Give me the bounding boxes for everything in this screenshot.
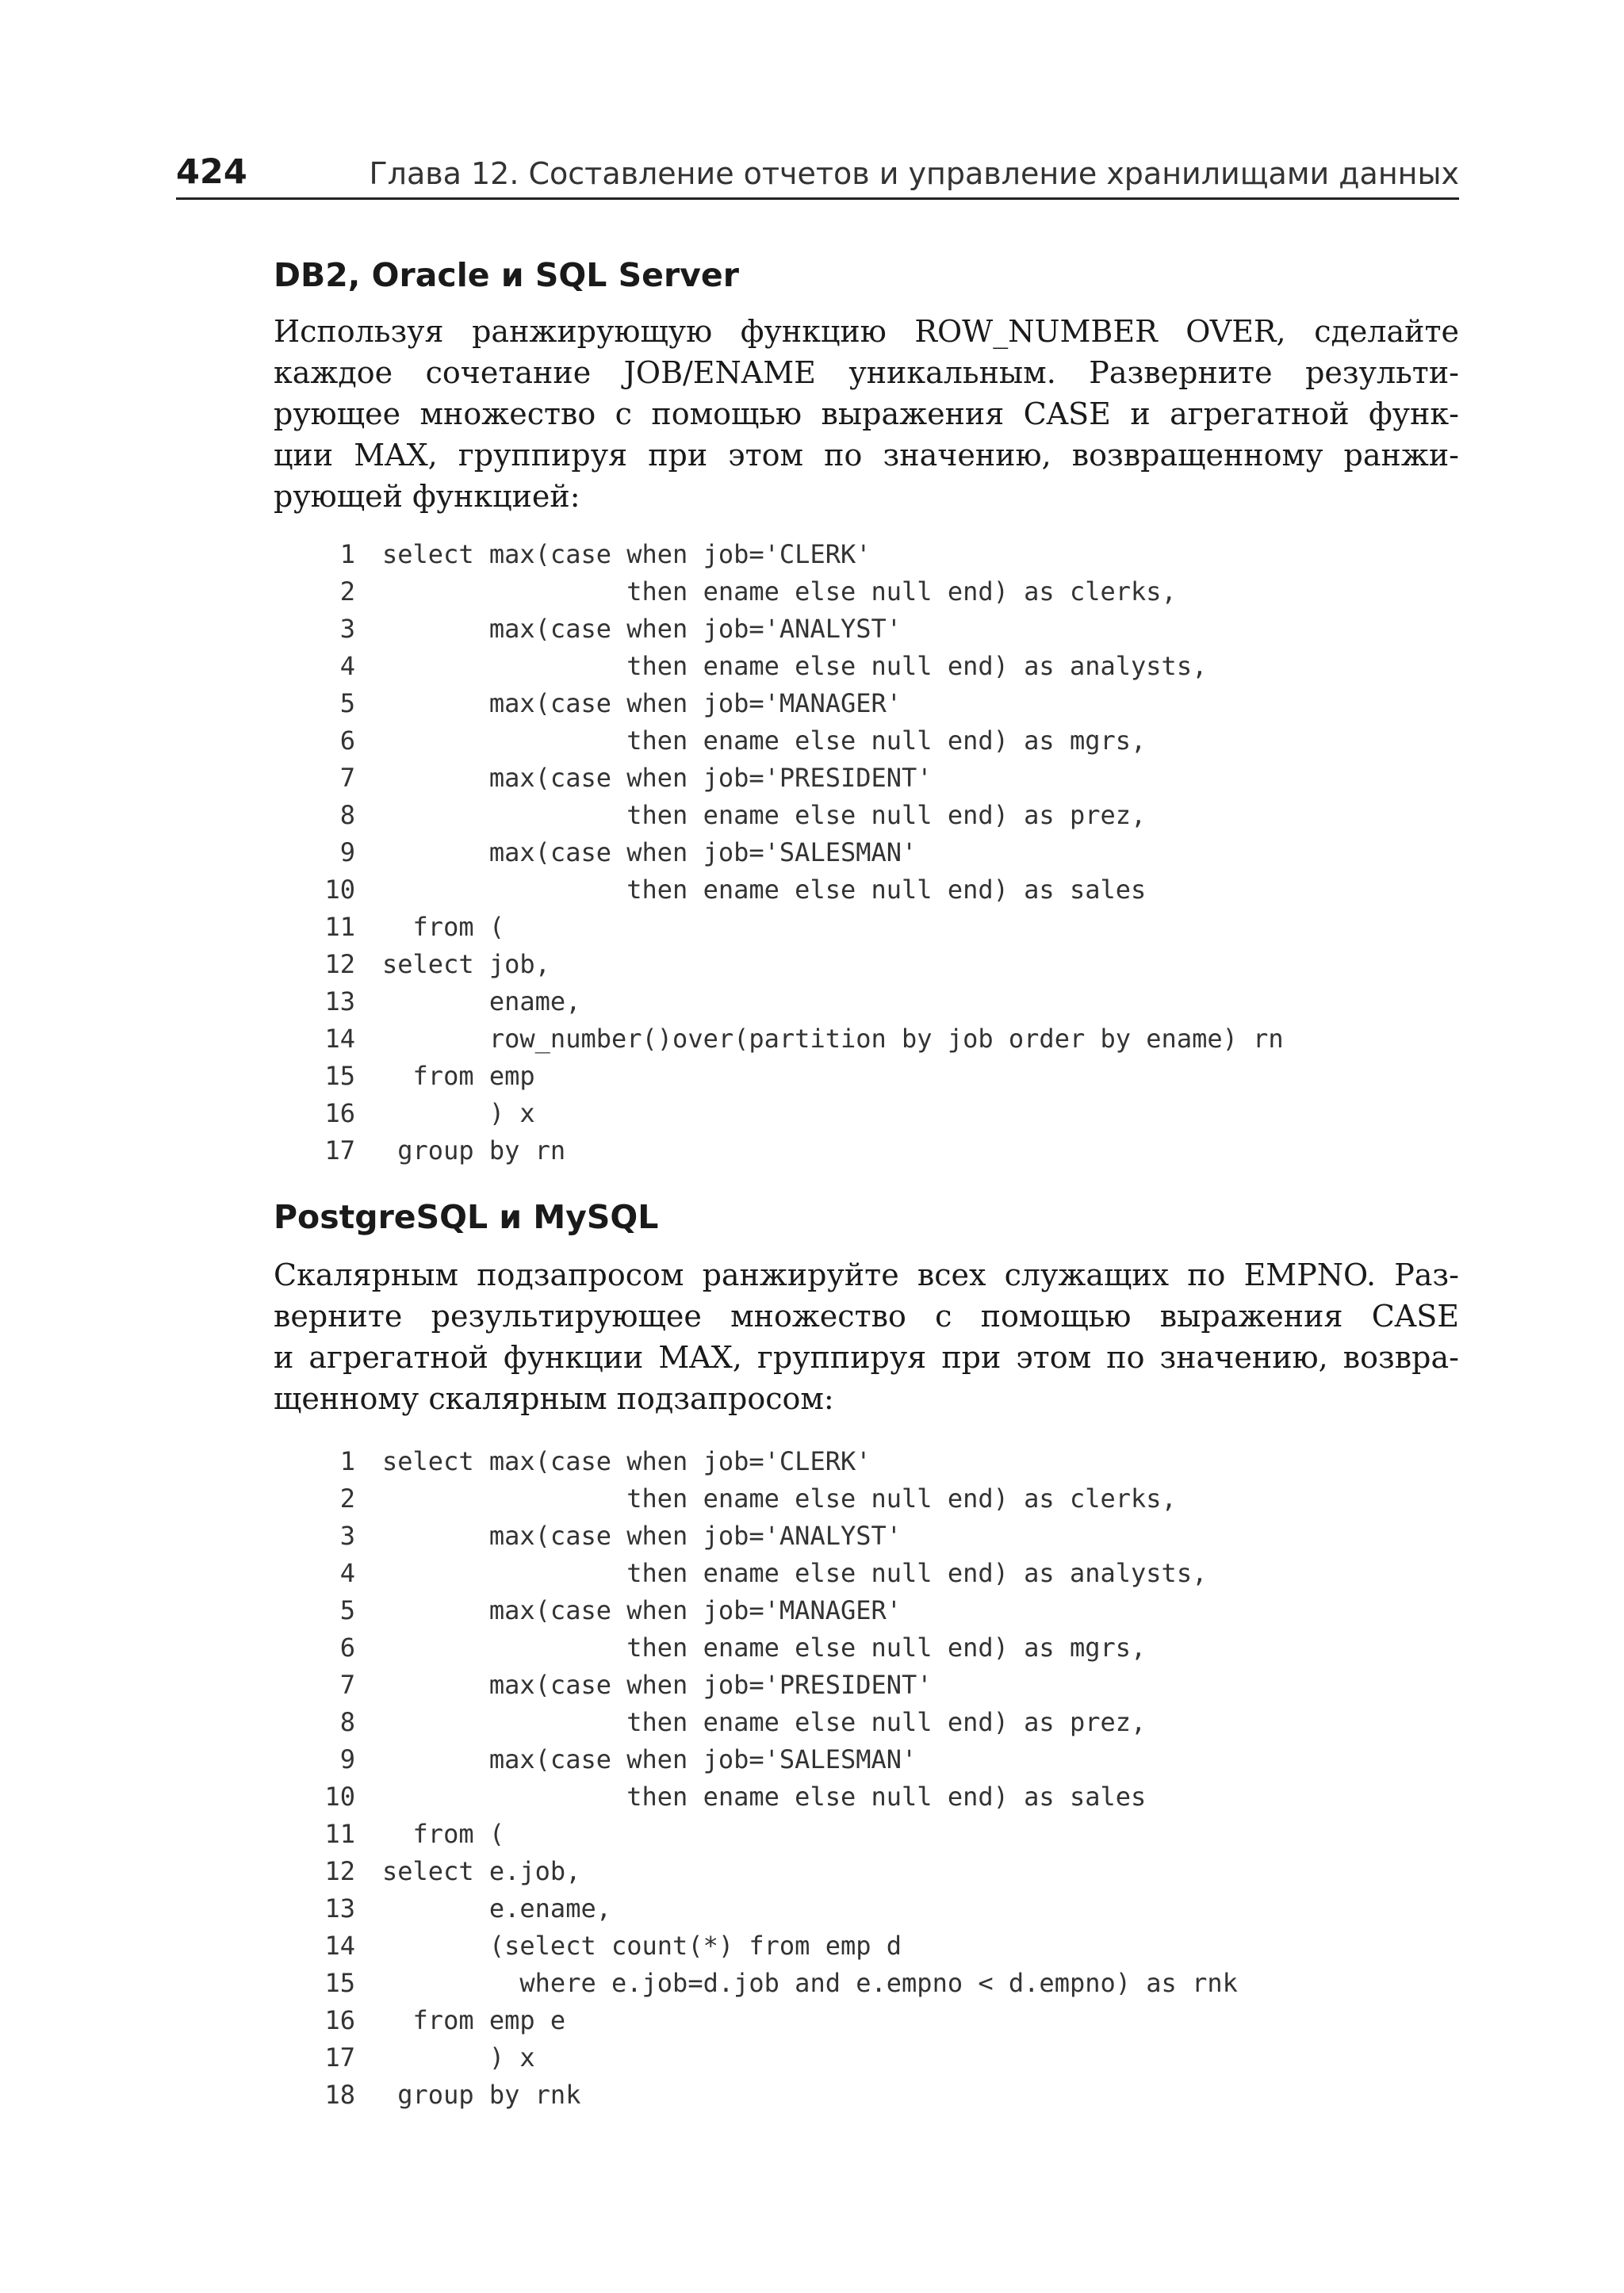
section2-paragraph: [274, 1254, 1459, 1419]
code-text: select max(case when job='CLERK': [382, 1446, 871, 1476]
line-number: 9: [339, 837, 355, 867]
paragraph-line: каждое сочетание JOB/ENAME уникальным. Разверните результи-: [274, 355, 1459, 390]
paragraph-line: рующее множество с помощью выражения CASE и агрегатной функ-: [274, 396, 1459, 431]
line-number: 11: [324, 1819, 355, 1849]
code-text: max(case when job='ANALYST': [382, 614, 902, 644]
line-number: 6: [339, 1633, 355, 1663]
code-line: [301, 760, 1284, 797]
line-number: 4: [339, 651, 355, 681]
code-line: [301, 1058, 1284, 1095]
code-text: from (: [382, 912, 505, 942]
line-number: 3: [339, 1521, 355, 1551]
code-text: row_number()over(partition by job order by ename) rn: [382, 1024, 1284, 1054]
code-line: [301, 946, 1284, 983]
code-line: [301, 1667, 1238, 1704]
running-title: Глава 12. Составление отчетов и управление хранилищами данных: [369, 156, 1459, 191]
code-listing-db2-oracle-sqlserver: [301, 536, 1284, 1169]
code-text: select max(case when job='CLERK': [382, 539, 871, 569]
line-number: 12: [324, 1856, 355, 1886]
paragraph-line: рующей функцией:: [274, 479, 580, 514]
code-line: [301, 611, 1284, 648]
line-number: 14: [324, 1024, 355, 1054]
code-text: ) x: [382, 1098, 535, 1128]
code-text: then ename else null end) as clerks,: [382, 1483, 1177, 1514]
line-number: 4: [339, 1558, 355, 1588]
code-line: [301, 536, 1284, 573]
code-text: then ename else null end) as prez,: [382, 800, 1147, 830]
code-text: select job,: [382, 949, 550, 979]
code-line: [301, 909, 1284, 946]
code-line: [301, 1741, 1238, 1778]
line-number: 13: [324, 986, 355, 1016]
line-number: 15: [324, 1061, 355, 1091]
line-number: 14: [324, 1931, 355, 1961]
line-number: 16: [324, 1098, 355, 1128]
line-number: 6: [339, 725, 355, 756]
code-line: [301, 1965, 1238, 2002]
code-text: then ename else null end) as mgrs,: [382, 725, 1147, 756]
line-number: 9: [339, 1744, 355, 1774]
line-number: 8: [339, 1707, 355, 1737]
code-line: [301, 685, 1284, 722]
paragraph-line: ции MAX, группируя при этом по значению, возвращенному ранжи-: [274, 438, 1459, 473]
code-line: [301, 1518, 1238, 1555]
code-line: [301, 1020, 1284, 1058]
code-text: then ename else null end) as mgrs,: [382, 1633, 1147, 1663]
code-text: ename,: [382, 986, 581, 1016]
line-number: 5: [339, 1595, 355, 1625]
code-line: [301, 1555, 1238, 1592]
line-number: 17: [324, 2042, 355, 2073]
code-line: [301, 1629, 1238, 1667]
code-line: [301, 983, 1284, 1020]
code-text: then ename else null end) as sales: [382, 1782, 1147, 1812]
code-line: [301, 573, 1284, 611]
code-text: max(case when job='SALESMAN': [382, 1744, 917, 1774]
line-number: 12: [324, 949, 355, 979]
line-number: 7: [339, 763, 355, 793]
code-text: select e.job,: [382, 1856, 581, 1886]
code-text: then ename else null end) as prez,: [382, 1707, 1147, 1737]
code-text: (select count(*) from emp d: [382, 1931, 902, 1961]
line-number: 10: [324, 875, 355, 905]
code-text: from emp: [382, 1061, 535, 1091]
code-text: then ename else null end) as clerks,: [382, 576, 1177, 607]
code-text: where e.job=d.job and e.empno < d.empno) as rnk: [382, 1968, 1238, 1998]
page-number: 424: [176, 152, 247, 192]
code-text: from (: [382, 1819, 505, 1849]
line-number: 1: [339, 539, 355, 569]
code-line: [301, 1704, 1238, 1741]
code-line: [301, 1778, 1238, 1816]
paragraph-line: Используя ранжирующую функцию ROW_NUMBER OVER, сделайте: [274, 314, 1459, 349]
code-text: group by rn: [382, 1135, 566, 1166]
code-line: [301, 1592, 1238, 1629]
code-text: then ename else null end) as analysts,: [382, 651, 1208, 681]
code-line: [301, 1927, 1238, 1965]
line-number: 18: [324, 2080, 355, 2110]
paragraph-line: и агрегатной функции MAX, группируя при этом по значению, возвра-: [274, 1340, 1459, 1375]
code-line: [301, 871, 1284, 909]
code-line: [301, 1443, 1238, 1480]
section-heading-postgresql-mysql: PostgreSQL и MySQL: [274, 1198, 659, 1236]
code-line: [301, 2039, 1238, 2077]
line-number: 10: [324, 1782, 355, 1812]
code-line: [301, 2077, 1238, 2114]
code-text: group by rnk: [382, 2080, 581, 2110]
code-line: [301, 1132, 1284, 1169]
code-line: [301, 1095, 1284, 1132]
code-text: max(case when job='MANAGER': [382, 688, 902, 718]
line-number: 17: [324, 1135, 355, 1166]
line-number: 7: [339, 1670, 355, 1700]
code-text: max(case when job='MANAGER': [382, 1595, 902, 1625]
paragraph-line: щенному скалярным подзапросом:: [274, 1381, 834, 1416]
code-text: max(case when job='PRESIDENT': [382, 763, 933, 793]
code-line: [301, 722, 1284, 760]
code-line: [301, 797, 1284, 834]
code-line: [301, 2002, 1238, 2039]
code-line: [301, 648, 1284, 685]
code-text: then ename else null end) as sales: [382, 875, 1147, 905]
page-header: [176, 147, 1459, 200]
code-text: from emp e: [382, 2005, 566, 2035]
paragraph-line: верните результирующее множество с помощью выражения CASE: [274, 1299, 1459, 1334]
code-text: ) x: [382, 2042, 535, 2073]
line-number: 2: [339, 1483, 355, 1514]
code-text: max(case when job='PRESIDENT': [382, 1670, 933, 1700]
line-number: 3: [339, 614, 355, 644]
paragraph-line: Скалярным подзапросом ранжируйте всех служащих по EMPNO. Раз-: [274, 1258, 1459, 1292]
section-heading-db2-oracle-sqlserver: DB2, Oracle и SQL Server: [274, 256, 739, 294]
line-number: 5: [339, 688, 355, 718]
code-line: [301, 1853, 1238, 1890]
line-number: 8: [339, 800, 355, 830]
code-line: [301, 1480, 1238, 1518]
code-text: max(case when job='SALESMAN': [382, 837, 917, 867]
code-line: [301, 1816, 1238, 1853]
line-number: 1: [339, 1446, 355, 1476]
code-text: max(case when job='ANALYST': [382, 1521, 902, 1551]
code-line: [301, 1890, 1238, 1927]
code-text: e.ename,: [382, 1893, 611, 1924]
code-listing-postgresql-mysql: [301, 1443, 1238, 2114]
line-number: 13: [324, 1893, 355, 1924]
code-line: [301, 834, 1284, 871]
line-number: 2: [339, 576, 355, 607]
code-text: then ename else null end) as analysts,: [382, 1558, 1208, 1588]
section1-paragraph: [274, 311, 1459, 517]
line-number: 15: [324, 1968, 355, 1998]
line-number: 16: [324, 2005, 355, 2035]
line-number: 11: [324, 912, 355, 942]
